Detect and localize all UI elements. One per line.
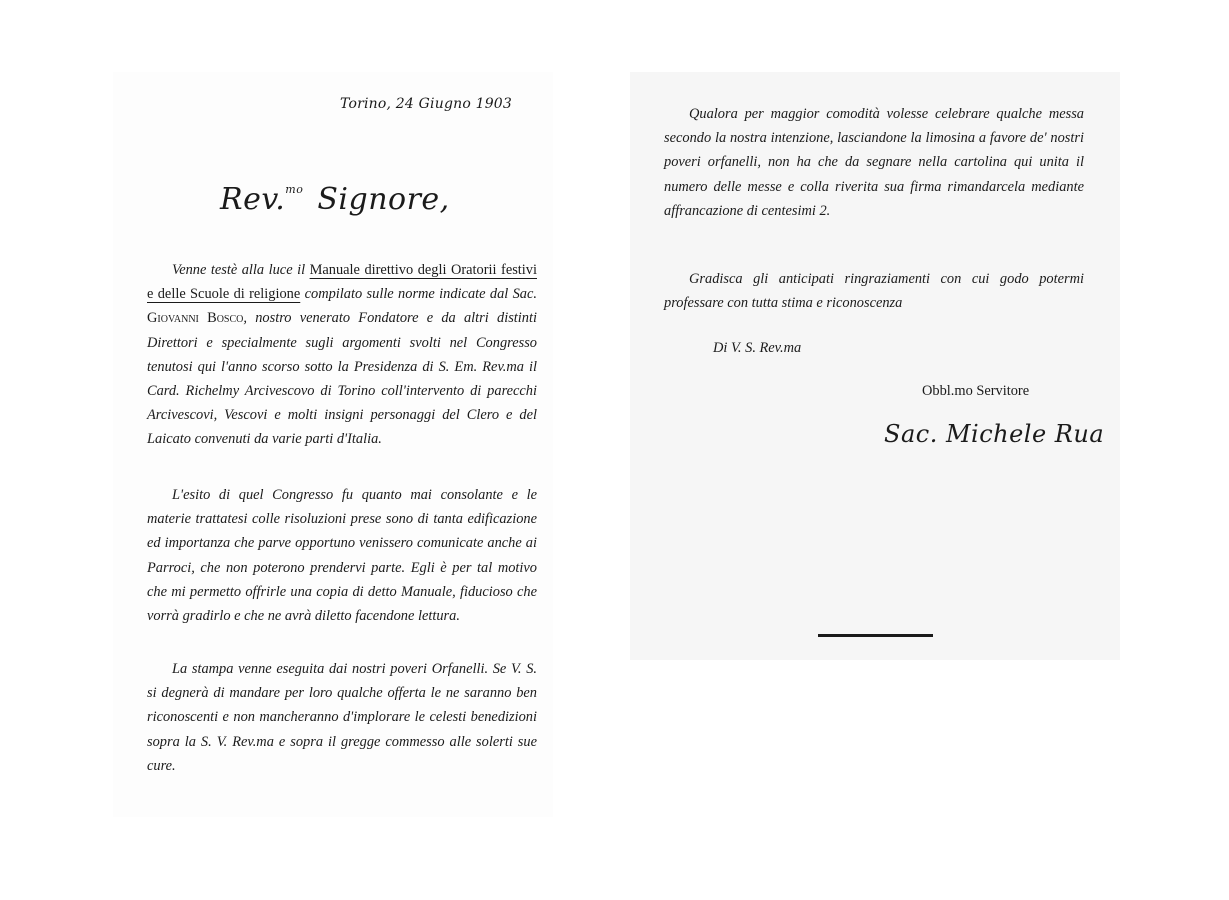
- closing-formula: Di V. S. Rev.ma: [713, 340, 802, 356]
- paragraph-congress-outcome: L'esito di quel Congresso fu quanto mai consolante e le materie trattatesi colle risoluzioni prese sono di tanta edificazione ed importanza che parve opportuno venissero comunicate anche ai Parroci, che non poterono prendervi parte. Egli è per tal motivo che mi permetto offrirle una copia di detto Manuale, fiducioso che vorrà gradirlo e che ne avrà diletto facendone lettura.: [147, 487, 537, 625]
- paragraph-1-part-3: compilato sulle norme indicate dal Sac.: [300, 286, 537, 303]
- dateline: Torino, 24 Giugno 1903: [340, 96, 513, 112]
- paragraph-thanks: Gradisca gli anticipati ringraziamenti con cui godo potermi professare con tutta stima e riconoscenza: [664, 271, 1084, 312]
- paragraph-mass-request: Qualora per maggior comodità volesse celebrare qualche messa secondo la nostra intenzione, lasciandone la limosina a favore de' nostri poveri orfanelli, non ha che da segnare nella cartolina qui unita il numero delle messe e colla riverita sua firma rimandarcela mediante affrancazione di centesimi 2.: [664, 106, 1084, 219]
- paragraph-printing-orphans: La stampa venne eseguita dai nostri poveri Orfanelli. Se V. S. si degnerà di mandare per loro qualche offerta le ne saranno ben riconoscenti e non mancheranno d'implorare le celesti benedizioni sopra la S. V. Rev.ma e sopra il gregge commesso alle solerti sue cure.: [147, 661, 537, 774]
- salutation-word: Signore,: [317, 182, 450, 217]
- paragraph-1-part-5: , nostro venerato Fondatore e da altri distinti Direttori e specialmente sugli argomenti svolti nel Congresso tenutosi qui l'anno scorso sotto la Presidenza di S. Em. Rev.ma il Card. Richelmy Arcivescovo di Torino coll'intervento di parecchi Arcivescovi, Vescovi e molti insigni personaggi del Clero e del Laicato convenuti da varie parti d'Italia.: [147, 310, 537, 448]
- founder-name: Giovanni Bosco: [147, 310, 244, 327]
- salutation-superscript: mo: [285, 183, 304, 196]
- manual-title: Manuale direttivo degli Oratorii festivi e delle Scuole di religione: [147, 262, 537, 303]
- paragraph-manual-announcement: [147, 258, 537, 452]
- servant-line: Obbl.mo Servitore: [922, 383, 1030, 399]
- salutation: [220, 182, 450, 217]
- signature: Sac. Michele Rua: [884, 420, 1105, 448]
- paragraph-1-part-1: Venne testè alla luce il: [172, 262, 310, 278]
- salutation-title: Rev.: [220, 182, 286, 217]
- closing-rule: [818, 634, 933, 637]
